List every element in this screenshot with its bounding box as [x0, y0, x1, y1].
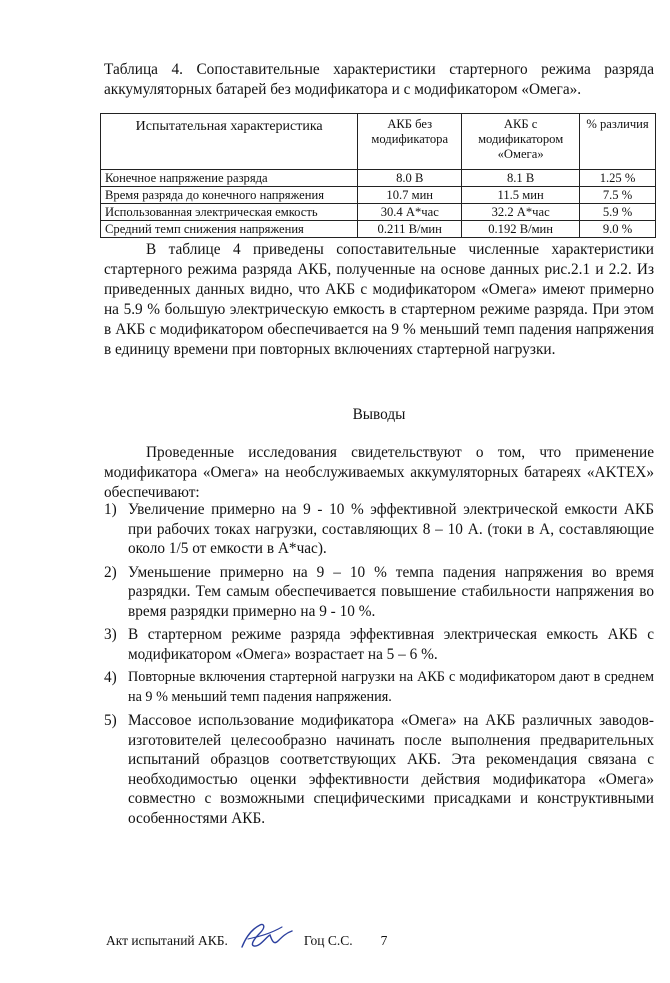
list-item-text: Массовое использование модификатора «Омега» на АКБ различных заводов-изготовителей целесообразно начинать после выполнения предварительных испытаний образцов соответствующих АКБ. Эта рекомендация связана с необходимостью оценки эффективности действия модификатора «Омега» совместно с возможными специфическими присадками и конструктивными особенностями АКБ. [128, 712, 654, 827]
table-cell: Использованная электрическая емкость [101, 204, 358, 221]
table-cell: 0.192 В/мин [462, 221, 580, 238]
column-header: % различия [580, 114, 656, 170]
table-cell: 30.4 А*час [358, 204, 462, 221]
list-item-number: 3) [104, 626, 117, 643]
table-row [101, 221, 656, 238]
footer-act-label: Акт испытаний АКБ. [106, 933, 228, 948]
list-item [104, 625, 654, 664]
table-cell: 10.7 мин [358, 187, 462, 204]
table-row [101, 187, 656, 204]
intro-paragraph: Проведенные исследования свидетельствуют о том, что применение модификатора «Омега» на необслуживаемых аккумуляторных батареях «AKTEX» обеспечивают: [104, 444, 654, 501]
conclusions-list [104, 500, 654, 832]
table-cell: 1.25 % [580, 170, 656, 187]
list-item-text: Увеличение примерно на 9 - 10 % эффективной электрической емкости АКБ при рабочих токах нагрузки, составляющих 8 – 10 А. (токи в А, составляющие около 1/5 от емкости в А*час). [128, 501, 654, 557]
table-cell: Время разряда до конечного напряжения [101, 187, 358, 204]
list-item-number: 5) [104, 712, 117, 729]
list-item [104, 500, 654, 559]
table-cell: Конечное напряжение разряда [101, 170, 358, 187]
section-heading: Выводы [352, 406, 406, 423]
list-item-text: Повторные включения стартерной нагрузки на АКБ с модификатором дают в среднем на 9 % меньший темп падения напряжения. [128, 669, 654, 705]
comparison-table [100, 113, 656, 238]
footer-author: Гоц С.С. [303, 933, 353, 948]
summary-paragraph: В таблице 4 приведены сопоставительные численные характеристики стартерного режима разряда АКБ, полученные на основе данных рис.2.1 и 2.2. Из приведенных данных видно, что АКБ с модификатором «Омега» имеют примерно на 5.9 % большую электрическую емкость в стартерном режиме разряда. При этом в АКБ с модификатором обеспечивается на 9 % меньший темп падения напряжения в единицу времени при повторных включениях стартерной нагрузки. [104, 241, 654, 358]
table-cell: 32.2 А*час [462, 204, 580, 221]
page-number: 7 [380, 933, 388, 948]
table-cell: 5.9 % [580, 204, 656, 221]
table-cell: 11.5 мин [462, 187, 580, 204]
column-header: Испытательная характеристика [101, 114, 358, 170]
table-cell: 8.1 В [462, 170, 580, 187]
table-cell: 7.5 % [580, 187, 656, 204]
table-header-row [101, 114, 656, 170]
signature-icon [236, 919, 294, 953]
table-cell: 0.211 В/мин [358, 221, 462, 238]
table-row [101, 170, 656, 187]
table-cell: 9.0 % [580, 221, 656, 238]
list-item [104, 711, 654, 828]
list-item-number: 2) [104, 563, 117, 581]
list-item-number: 1) [104, 501, 117, 518]
list-item-text: Уменьшение примерно на 9 – 10 % темпа падения напряжения во время разрядки. Тем самым обеспечивается повышение стабильности напряжения во время разрядки примерно на 9 - 10 %. [128, 563, 654, 620]
list-item [104, 668, 654, 707]
list-item-number: 4) [104, 669, 117, 686]
column-header: АКБ с модификатором «Омега» [462, 114, 580, 170]
table-row [101, 204, 656, 221]
column-header: АКБ без модификатора [358, 114, 462, 170]
page-footer [106, 929, 387, 953]
table-cell: 8.0 В [358, 170, 462, 187]
list-item-text: В стартерном режиме разряда эффективная электрическая емкость АКБ с модификатором «Омега» возрастает на 5 – 6 %. [128, 626, 654, 663]
table-caption: Таблица 4. Сопоставительные характеристики стартерного режима разряда аккумуляторных батарей без модификатора и с модификатором «Омега». [104, 61, 654, 98]
table-cell: Средний темп снижения напряжения [101, 221, 358, 238]
list-item [104, 563, 654, 622]
